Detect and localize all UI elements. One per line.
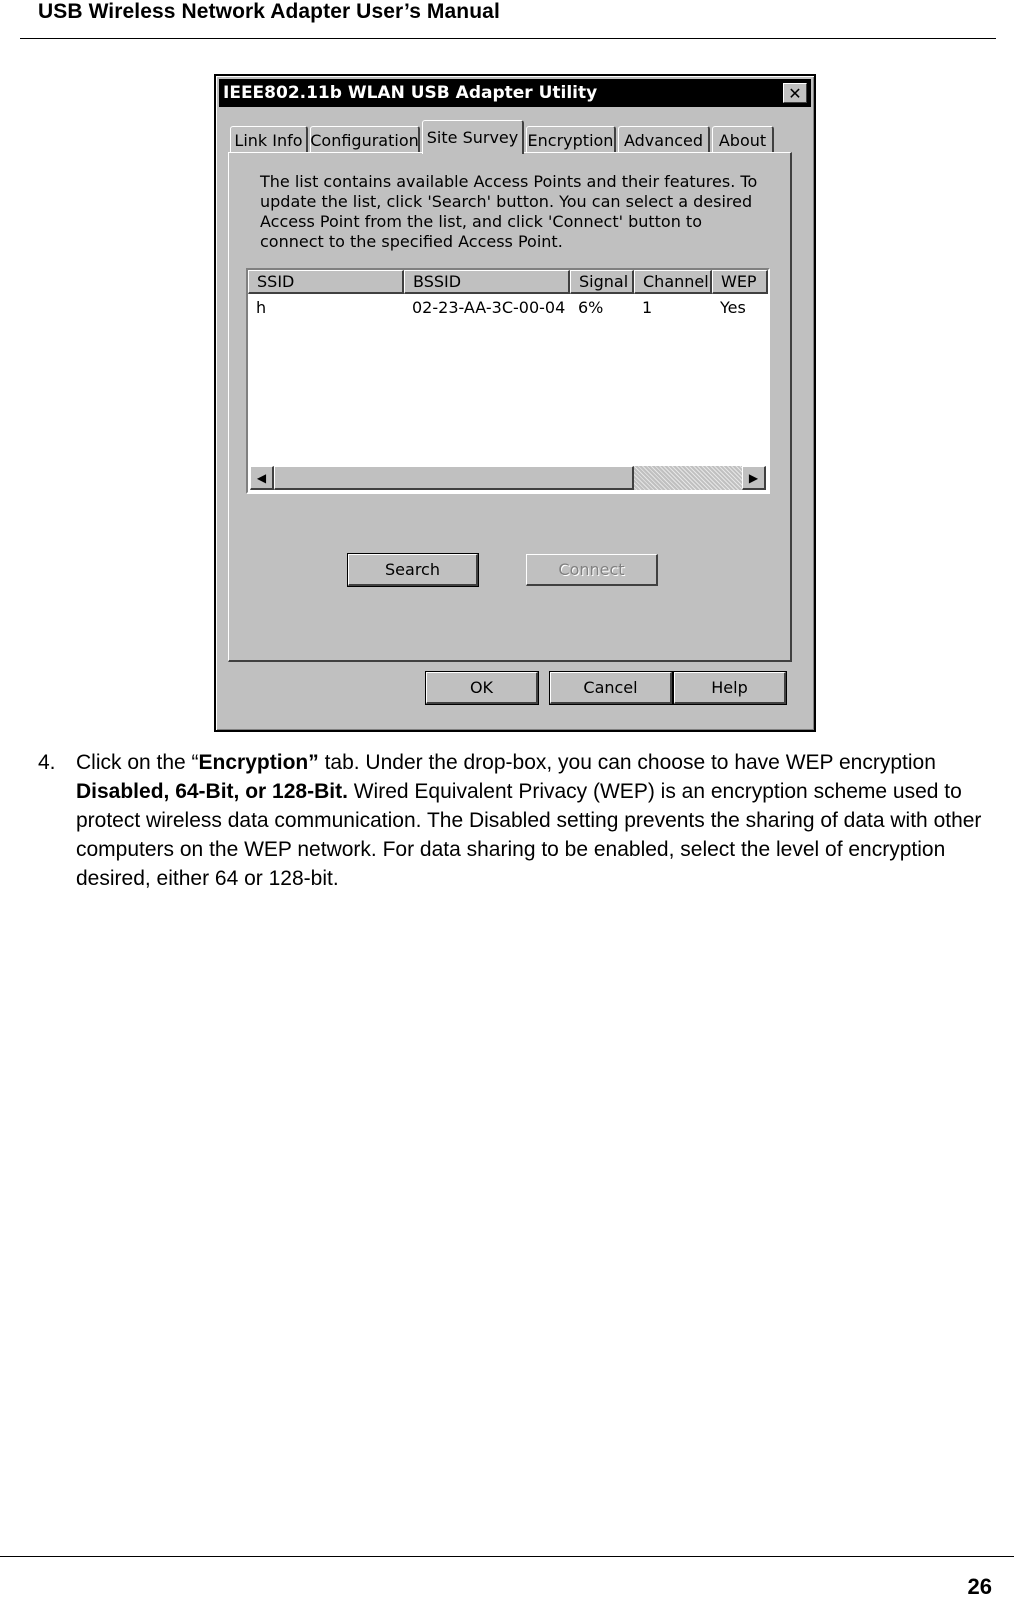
connect-button[interactable]: Connect	[526, 554, 658, 586]
column-header-ssid[interactable]: SSID	[248, 270, 404, 294]
panel-description: The list contains available Access Points and their features. To update the list, click 'Search' button. You can select a desired Access Point from the list, and click 'Connect' button to connect to the specified Access Point.	[260, 172, 758, 251]
column-header-bssid[interactable]: BSSID	[404, 270, 570, 294]
access-point-list[interactable]	[246, 268, 770, 494]
close-button[interactable]	[783, 83, 807, 103]
list-item[interactable]	[248, 298, 768, 320]
scroll-right-button[interactable]	[742, 466, 766, 490]
column-header-signal[interactable]: Signal	[570, 270, 634, 294]
dialog-titlebar	[219, 79, 811, 107]
chevron-left-icon: ◀	[256, 470, 267, 485]
page-number: 26	[967, 1574, 992, 1599]
tab-site-survey[interactable]: Site Survey	[422, 120, 524, 154]
cancel-button[interactable]: Cancel	[550, 672, 672, 704]
list-header	[248, 270, 768, 294]
step-bold-encryption: Encryption”	[198, 751, 319, 774]
cell-wep: Yes	[720, 298, 746, 317]
header-divider	[20, 38, 996, 39]
step-text-part2: tab. Under the drop-box, you can choose to have WEP encryption	[318, 751, 936, 774]
step-text-part3: Wired Equivalent Privacy (WEP) is an encryption scheme used to protect wireless data communication. The Disabled setting prevents the sharing of data with other computers on the WEP network. For data sharing to be enabled, select the level of encryption desired, either 64 or 128-bit.	[76, 780, 982, 890]
tab-advanced[interactable]: Advanced	[618, 126, 710, 153]
page-header-title: USB Wireless Network Adapter User’s Manual	[38, 0, 500, 23]
scroll-thumb[interactable]	[274, 466, 634, 490]
cell-channel: 1	[642, 298, 653, 317]
help-button[interactable]: Help	[674, 672, 786, 704]
column-header-wep[interactable]: WEP	[712, 270, 768, 294]
search-button[interactable]: Search	[348, 554, 478, 586]
tab-encryption[interactable]: Encryption	[526, 126, 616, 153]
cell-bssid: 02-23-AA-3C-00-04	[412, 298, 566, 317]
step-text-part1: Click on the “	[76, 751, 199, 774]
footer-divider	[0, 1556, 1014, 1557]
step-text	[76, 748, 986, 893]
utility-dialog	[214, 74, 816, 732]
tab-about[interactable]: About	[712, 126, 774, 153]
close-icon: ✕	[788, 83, 802, 103]
cell-ssid: h	[256, 298, 267, 317]
step-bold-options: Disabled, 64-Bit, or 128-Bit.	[76, 780, 348, 803]
column-header-channel[interactable]: Channel	[634, 270, 712, 294]
ok-button[interactable]: OK	[426, 672, 538, 704]
horizontal-scrollbar[interactable]	[250, 466, 766, 490]
scroll-left-button[interactable]	[250, 466, 274, 490]
cell-signal: 6%	[578, 298, 604, 317]
tab-configuration[interactable]: Configuration	[310, 126, 420, 153]
chevron-right-icon: ▶	[748, 470, 759, 485]
step-number: 4.	[38, 751, 56, 774]
dialog-title: IEEE802.11b WLAN USB Adapter Utility	[223, 83, 598, 103]
tab-link-info[interactable]: Link Info	[230, 126, 308, 153]
